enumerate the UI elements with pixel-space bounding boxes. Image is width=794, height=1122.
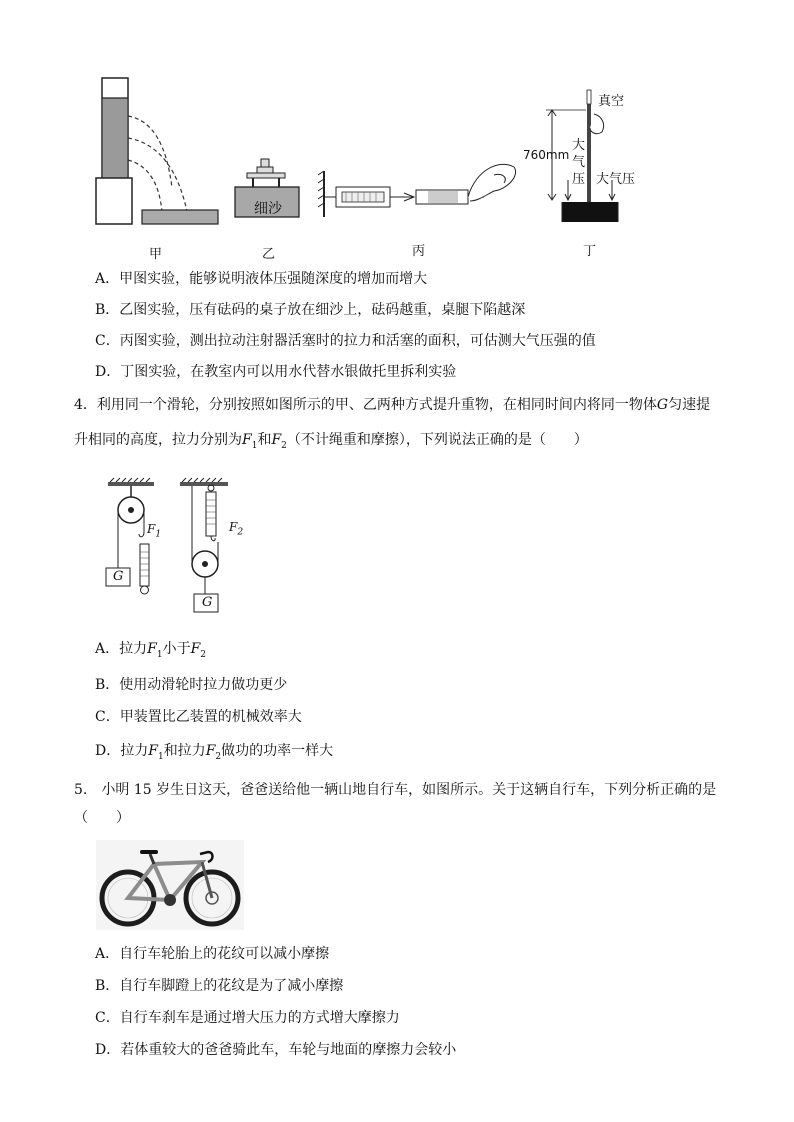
q3-option-a: A．甲图实验，能够说明液体压强随深度的增加而增大 (95, 271, 428, 287)
q4-option-b: B．使用动滑轮时拉力做功更少 (95, 677, 288, 693)
bicycle-photo (96, 840, 244, 930)
figure-pulleys (100, 476, 240, 616)
q5-stem-line2: （ ） (74, 810, 130, 826)
q5-stem-line1: 5. 小明 15 岁生日这天，爸爸送给他一辆山地自行车，如图所示。关于这辆自行车，下列分析正确的是 (74, 782, 717, 798)
atm-left-label-3: 压 (572, 172, 586, 187)
figure-label-ding: 丁 (583, 244, 597, 259)
atm-left-label-1: 大 (572, 138, 586, 153)
figure-label-jia: 甲 (149, 247, 163, 262)
atm-left-label-2: 气 (572, 155, 586, 170)
q5-option-b: B．自行车脚蹬上的花纹是为了减小摩擦 (95, 978, 344, 994)
atm-right-label: 大气压 (596, 172, 636, 187)
figure-label-bing: 丙 (412, 244, 426, 259)
sand-label: 细沙 (254, 201, 282, 217)
pulley-f1-label: $F_1$ (147, 522, 162, 540)
pulley-g-label-2: G (202, 595, 213, 610)
q5-option-c: C．自行车刹车是通过增大压力的方式增大摩擦力 (95, 1010, 400, 1026)
q4-option-d: D．拉力$F_1$和拉力$F_2$做功的功率一样大 (95, 743, 334, 762)
figure-jia (92, 76, 222, 228)
q4-stem-line1: 4．利用同一个滑轮，分别按照如图所示的甲、乙两种方式提升重物，在相同时间内将同一物体G匀速提 (74, 397, 711, 413)
figure-bing (318, 155, 520, 221)
figure-label-yi: 乙 (262, 247, 276, 262)
q3-option-b: B．乙图实验，压有砝码的桌子放在细沙上，砝码越重，桌腿下陷越深 (95, 302, 526, 318)
vacuum-label: 真空 (598, 94, 625, 109)
q3-option-d: D．丁图实验，在教室内可以用水代替水银做托里拆利实验 (95, 364, 457, 380)
q5-option-a: A．自行车轮胎上的花纹可以减小摩擦 (95, 946, 330, 962)
q4-option-a: A．拉力$F_1$小于$F_2$ (95, 641, 207, 660)
q4-option-c: C．甲装置比乙装置的机械效率大 (95, 709, 302, 725)
height-760mm-label: 760mm (523, 148, 570, 162)
q4-stem-line2: 升相同的高度，拉力分别为$F_1$和$F_2$（不计绳重和摩擦），下列说法正确的是（ ） (74, 432, 588, 451)
pulley-f2-label: $F_2$ (229, 520, 244, 538)
pulley-g-label-1: G (113, 569, 124, 584)
q5-option-d: D．若体重较大的爸爸骑此车，车轮与地面的摩擦力会较小 (95, 1042, 457, 1058)
q3-option-c: C．丙图实验，测出拉动注射器活塞时的拉力和活塞的面积，可估测大气压强的值 (95, 333, 596, 349)
